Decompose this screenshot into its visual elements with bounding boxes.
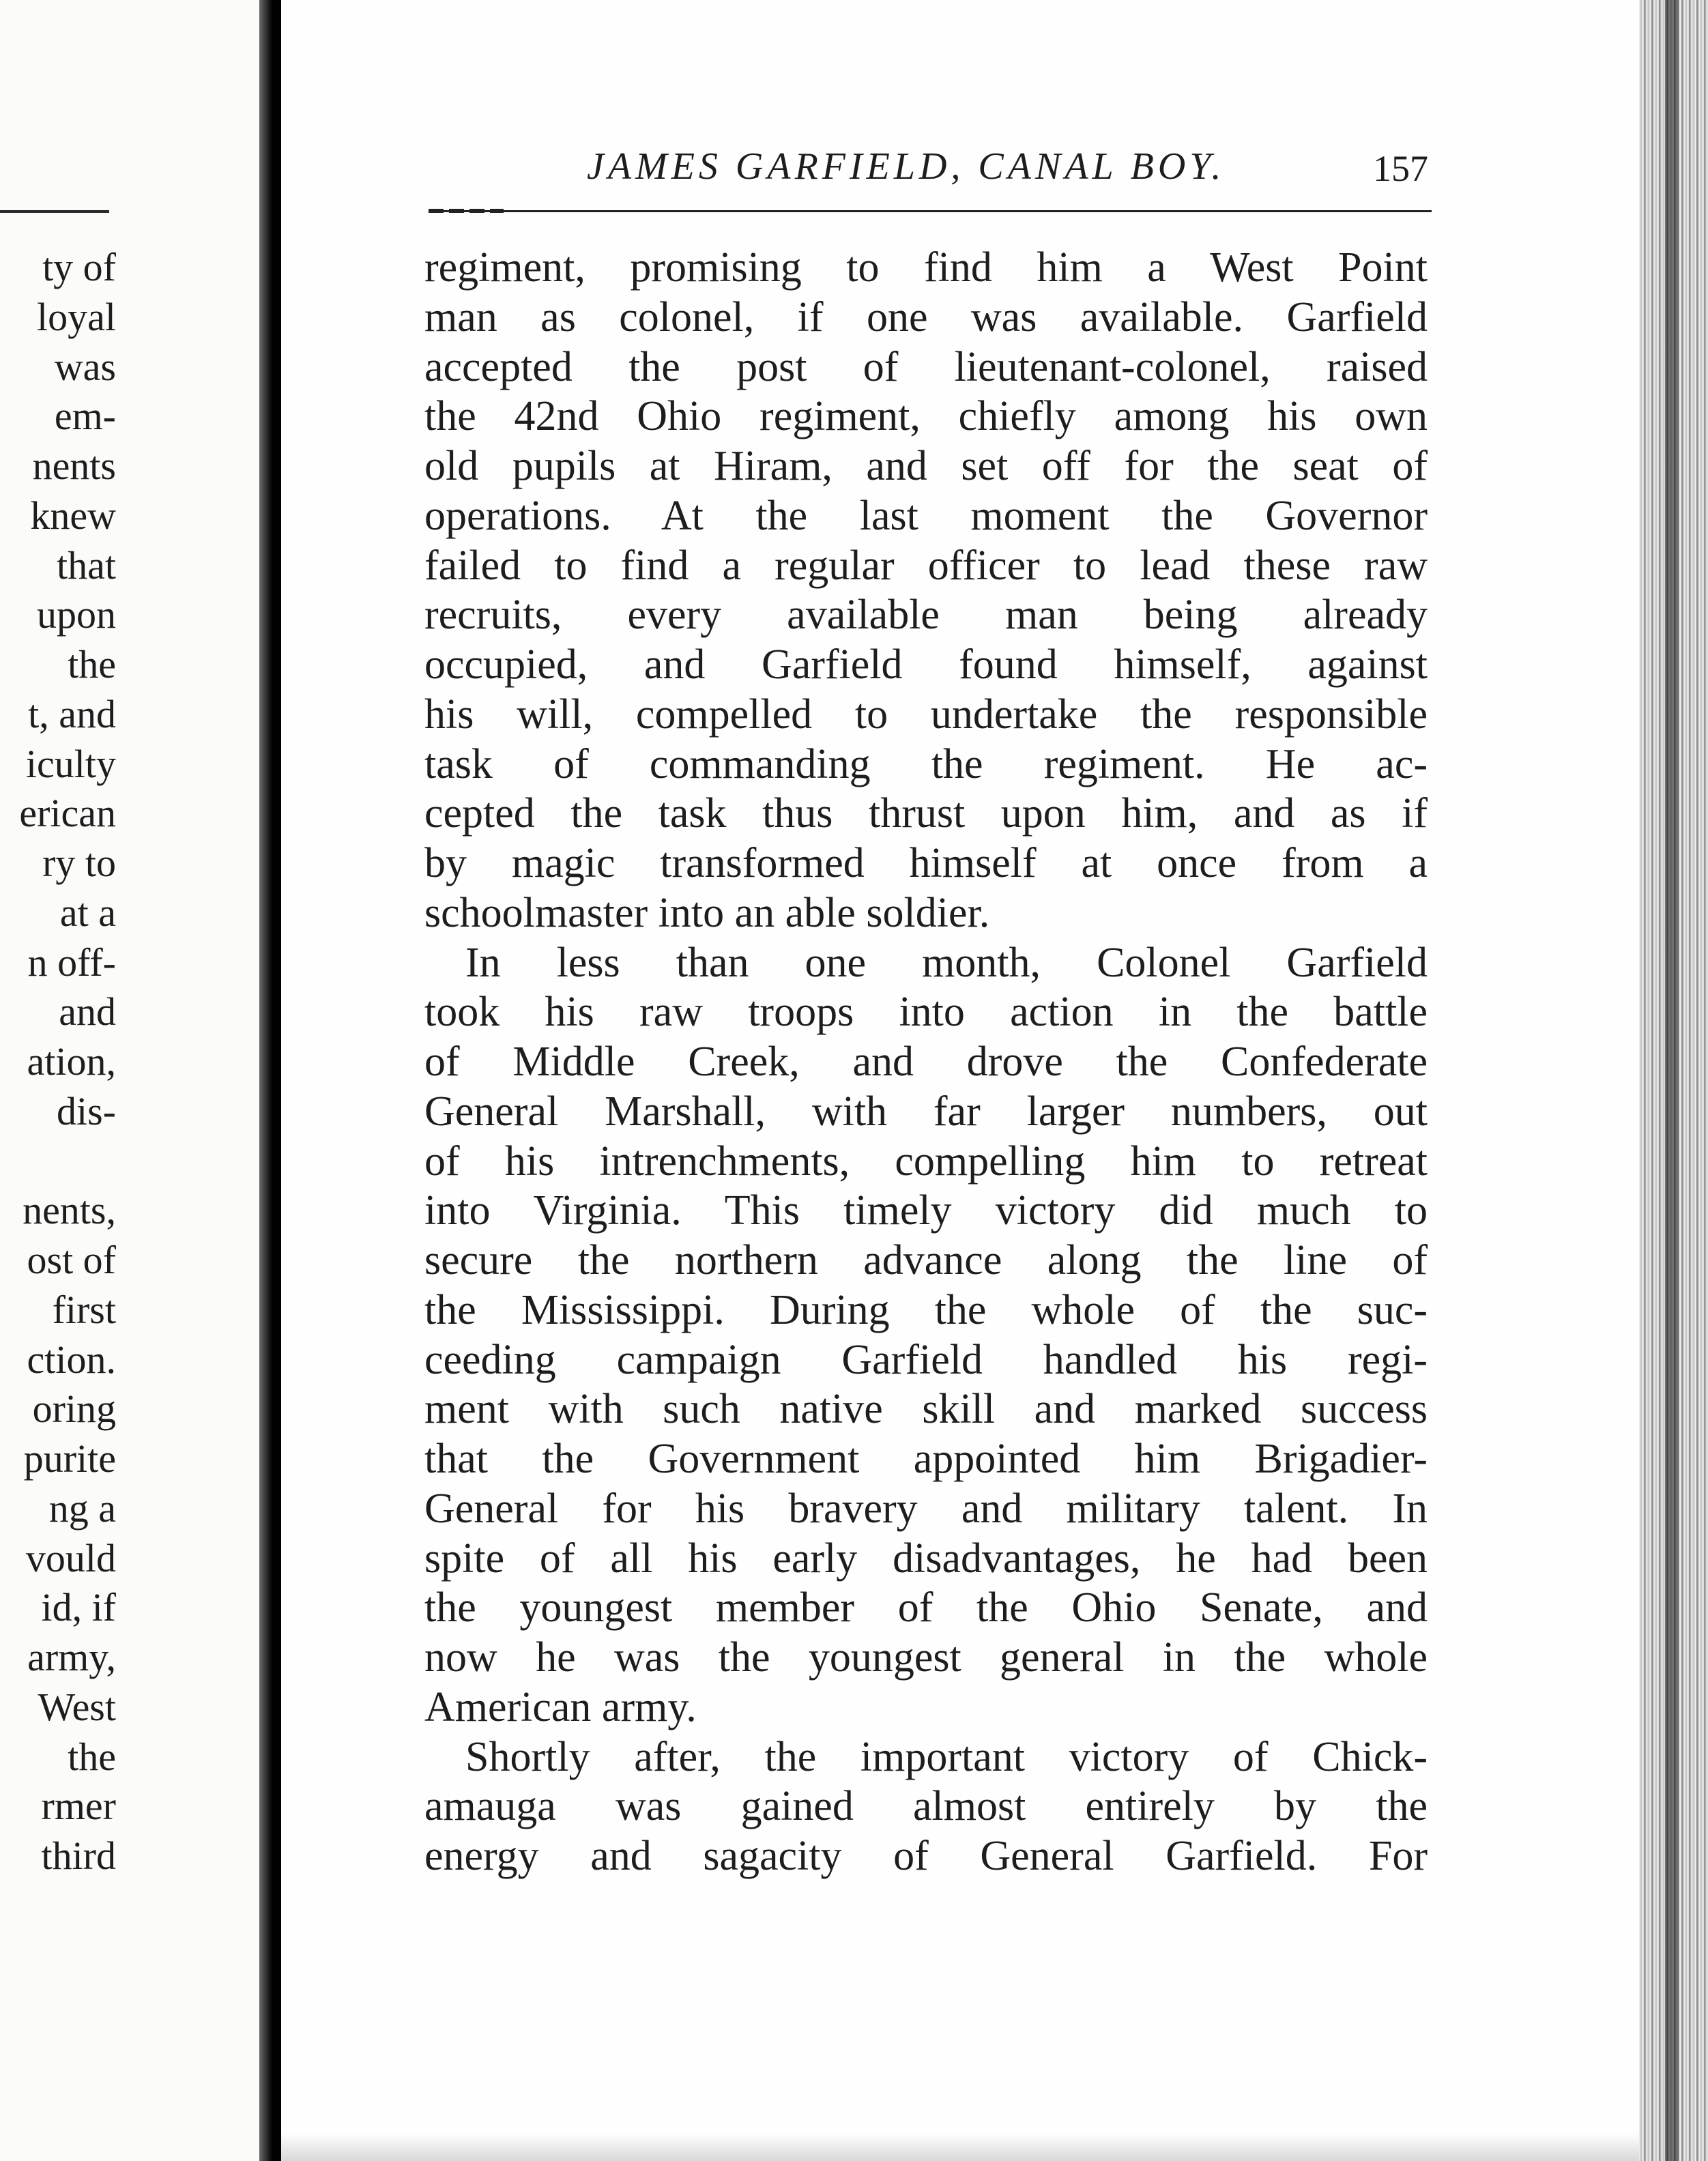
- left-page-line-text: army,: [27, 1635, 116, 1679]
- left-page-line: [0, 293, 116, 343]
- text-line: Shortly after, the important victory of Chick-: [465, 1733, 1428, 1780]
- left-page-line-text: em-: [54, 394, 116, 439]
- text-line: that the Government appointed him Brigadier-: [424, 1436, 1428, 1482]
- page-number: 157: [1373, 148, 1428, 189]
- left-page-line: [0, 541, 116, 591]
- text-line: secure the northern advance along the line of: [424, 1237, 1428, 1283]
- left-page-line: [0, 1186, 116, 1236]
- left-page-line-text: vould: [25, 1535, 116, 1580]
- text-line: man as colonel, if one was available. Garfield: [424, 293, 1428, 340]
- left-page-line-text: oring: [32, 1387, 116, 1432]
- text-line: the youngest member of the Ohio Senate, and: [424, 1584, 1428, 1631]
- left-page-line-text: dis-: [57, 1088, 116, 1133]
- left-page-line: [0, 690, 116, 740]
- left-page-line-text: knew: [30, 493, 116, 538]
- left-page-line-text: West: [38, 1684, 116, 1729]
- left-page-line-text: ng a: [48, 1485, 116, 1531]
- left-page-line-text: nents: [32, 444, 116, 488]
- left-page-line: [0, 1831, 116, 1881]
- left-page-line-text: was: [54, 344, 116, 389]
- left-page-line: [0, 1683, 116, 1732]
- left-page-line: [0, 1732, 116, 1782]
- left-page-line-text: purite: [23, 1436, 116, 1481]
- text-line: cepted the task thus thrust upon him, and as if: [424, 790, 1428, 837]
- left-page-line: [0, 1286, 116, 1335]
- text-line: of Middle Creek, and drove the Confederate: [424, 1039, 1428, 1085]
- running-head-rule: [429, 210, 1432, 212]
- left-page-line: [0, 839, 116, 888]
- left-page-line-text: ation,: [27, 1039, 116, 1084]
- running-head-title: JAMES GARFIELD, CANAL BOY.: [587, 145, 1226, 188]
- left-page-line: [0, 1384, 116, 1434]
- running-head-rule-dashes: [429, 209, 504, 213]
- left-page-line: [0, 491, 116, 541]
- left-page-line-text: n off-: [27, 940, 116, 985]
- text-line: In less than one month, Colonel Garfield: [465, 939, 1428, 986]
- left-page-line: [0, 1335, 116, 1385]
- text-line: failed to find a regular officer to lead these raw: [424, 542, 1428, 589]
- text-line: regiment, promising to find him a West Point: [424, 244, 1428, 291]
- left-page-line-text: the: [68, 1734, 116, 1779]
- left-page-line-text: that: [57, 542, 116, 588]
- text-line: General Marshall, with far larger numbers, out: [424, 1088, 1428, 1135]
- left-page-line-text: first: [52, 1287, 116, 1332]
- text-line: now he was the youngest general in the whole: [424, 1634, 1428, 1681]
- text-line: the Mississippi. During the whole of the suc-: [424, 1286, 1428, 1333]
- text-line: ment with such native skill and marked success: [424, 1386, 1428, 1433]
- left-page-line: [0, 987, 116, 1037]
- text-line: old pupils at Hiram, and set off for the seat of: [424, 443, 1428, 489]
- left-page-line-text: iculty: [25, 741, 116, 786]
- left-page-line-text: ction.: [27, 1337, 116, 1382]
- left-page-line-text: and: [59, 989, 116, 1034]
- book-gutter: [259, 0, 281, 2161]
- text-line: American army.: [424, 1683, 697, 1730]
- left-page-line: [0, 590, 116, 640]
- left-page-line: [0, 789, 116, 839]
- left-page-line: [0, 1236, 116, 1286]
- text-line: energy and sagacity of General Garfield. For: [424, 1833, 1428, 1879]
- left-page-line-text: rmer: [41, 1784, 116, 1829]
- text-line: recruits, every available man being already: [424, 592, 1428, 639]
- left-page-line-text: t, and: [28, 691, 116, 736]
- left-page-line-text: id, if: [41, 1585, 116, 1630]
- text-line: his will, compelled to undertake the responsible: [424, 691, 1428, 738]
- left-page-line: [0, 392, 116, 441]
- left-page-line-text: ost of: [27, 1238, 116, 1282]
- text-line: accepted the post of lieutenant-colonel, raised: [424, 343, 1428, 390]
- left-page-line: [0, 1434, 116, 1484]
- left-page-line-text: loyal: [37, 294, 116, 339]
- text-line: amauga was gained almost entirely by the: [424, 1783, 1428, 1830]
- left-page-line-text: erican: [19, 791, 116, 836]
- left-page-line-text: ty of: [42, 245, 116, 289]
- left-page-line-text: the: [68, 642, 116, 686]
- text-line: ceeding campaign Garfield handled his regi-: [424, 1336, 1428, 1383]
- text-line: schoolmaster into an able soldier.: [424, 889, 990, 936]
- left-page-line: [0, 938, 116, 988]
- text-line: the 42nd Ohio regiment, chiefly among his own: [424, 393, 1428, 440]
- left-page-line-text: upon: [37, 592, 116, 637]
- left-page-line: [0, 1633, 116, 1683]
- left-page-head-rule: [0, 210, 109, 213]
- left-page-line-text: nents,: [23, 1188, 116, 1233]
- page-body-text: [424, 243, 1428, 1881]
- left-page-line: [0, 1087, 116, 1137]
- left-page-line: [0, 640, 116, 690]
- text-line: of his intrenchments, compelling him to retreat: [424, 1137, 1428, 1185]
- left-page-line: [0, 1534, 116, 1584]
- text-line: task of commanding the regiment. He ac-: [424, 740, 1428, 787]
- text-line: spite of all his early disadvantages, he had been: [424, 1535, 1428, 1582]
- left-page-line: [0, 243, 116, 293]
- text-line: operations. At the last moment the Governor: [424, 492, 1428, 539]
- left-page-fragment: [0, 0, 267, 2161]
- running-head: [587, 145, 1433, 192]
- left-page-line: [0, 1137, 116, 1187]
- left-page-line: [0, 441, 116, 491]
- text-line: occupied, and Garfield found himself, against: [424, 641, 1428, 688]
- left-page-line: [0, 740, 116, 789]
- left-page-line-text: ry to: [42, 841, 116, 885]
- page-bottom-shadow: [281, 2134, 1639, 2161]
- left-page-line: [0, 888, 116, 938]
- left-page-line: [0, 1484, 116, 1534]
- left-page-line: [0, 343, 116, 392]
- page-fore-edge-shadow: [1665, 0, 1679, 2161]
- left-page-line: [0, 1782, 116, 1831]
- left-page-line: [0, 1037, 116, 1087]
- text-line: took his raw troops into action in the battle: [424, 989, 1428, 1036]
- left-page-line-text: third: [41, 1833, 116, 1878]
- text-line: into Virginia. This timely victory did much to: [424, 1187, 1428, 1234]
- text-line: General for his bravery and military talent. In: [424, 1485, 1428, 1532]
- left-page-line-text: at a: [59, 890, 116, 935]
- left-page-line: [0, 1583, 116, 1633]
- left-page-text: [0, 243, 116, 1881]
- text-line: by magic transformed himself at once from a: [424, 840, 1428, 886]
